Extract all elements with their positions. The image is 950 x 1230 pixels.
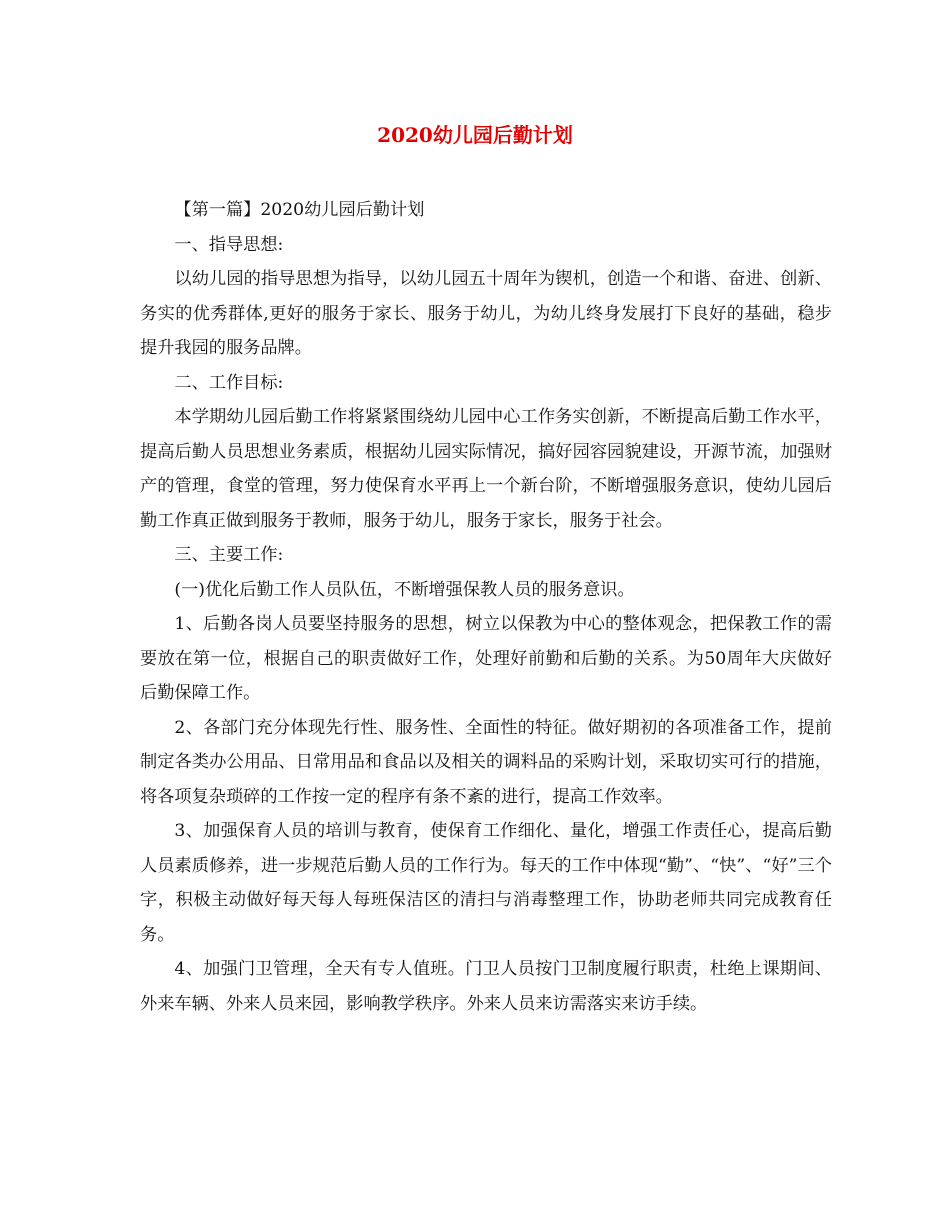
document-title: 2020幼儿园后勤计划 — [377, 123, 573, 147]
subheading-optimize-staff: (一)优化后勤工作人员队伍，不断增强保教人员的服务意识。 — [174, 579, 635, 600]
heading-work-goals: 二、工作目标: — [174, 372, 284, 393]
paragraph-work-goals: 本学期幼儿园后勤工作将紧紧围绕幼儿园中心工作务实创新，不断提高后勤工作水平，提高后勤人员思想业务素质，根据幼儿园实际情况，搞好园容园貌建设，开源节流，加强财产的管理，食堂的管理，努力使保育水平再上一个新台阶，不断增强服务意识，使幼儿园后勤工作真正做到服务于教师，服务于幼儿，服务于家长，服务于社会。 — [140, 407, 832, 531]
paragraph-item-2: 2、各部门充分体现先行性、服务性、全面性的特征。做好期初的各项准备工作，提前制定各类办公用品、日常用品和食品以及相关的调料品的采购计划，采取切实可行的措施，将各项复杂琐碎的工作按一定的程序有条不紊的进行，提高工作效率。 — [140, 717, 832, 807]
paragraph-item-3: 3、加强保育人员的培训与教育，使保育工作细化、量化，增强工作责任心，提高后勤人员素质修养，进一步规范后勤人员的工作行为。每天的工作中体现“勤”、“快”、“好”三个字，积极主动做好每天每人每班保洁区的清扫与消毒整理工作，协助老师共同完成教育任务。 — [140, 821, 832, 945]
document-body — [140, 193, 832, 1021]
heading-guiding-ideology: 一、指导思想: — [174, 234, 284, 255]
section-heading-part-one: 【第一篇】2020幼儿园后勤计划 — [174, 200, 425, 220]
paragraph-item-1: 1、后勤各岗人员要坚持服务的思想，树立以保教为中心的整体观念，把保教工作的需要放在第一位，根据自己的职责做好工作，处理好前勤和后勤的关系。为50周年大庆做好后勤保障工作。 — [140, 614, 832, 703]
paragraph-item-4: 4、加强门卫管理，全天有专人值班。门卫人员按门卫制度履行职责，杜绝上课期间、外来车辆、外来人员来园，影响教学秩序。外来人员来访需落实来访手续。 — [140, 959, 832, 1014]
heading-main-work: 三、主要工作: — [174, 545, 284, 565]
paragraph-guiding-ideology: 以幼儿园的指导思想为指导，以幼儿园五十周年为锲机，创造一个和谐、奋进、创新、务实的优秀群体,更好的服务于家长、服务于幼儿，为幼儿终身发展打下良好的基础，稳步提升我园的服务品牌。 — [140, 269, 832, 358]
